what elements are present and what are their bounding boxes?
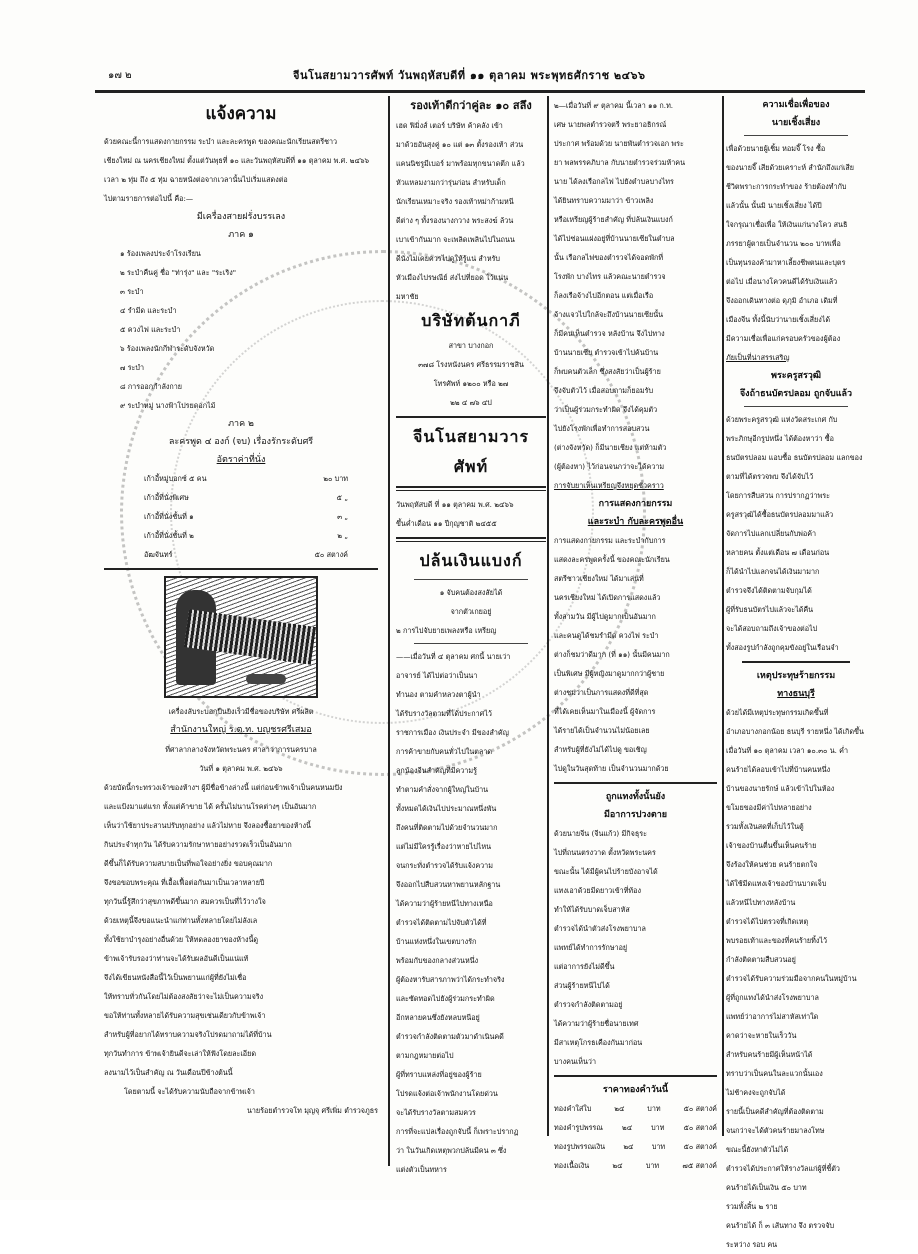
article-point: ๑ จับคนต้องสงสัยได้ [439,588,503,597]
intro-line: ด้วยคณะนี้การแสดงกายกรรม ระบำ และละครพูด ของคณะนักเรียนสตรีชาว [104,137,338,146]
gold-unit: บาท [651,1123,665,1132]
article-line: ไปยังโรงพักเพื่อทำการสอบสวน [554,424,650,433]
article-line: บ้านนายเซีย ตำรวจเข้าไปค้นบ้าน [554,348,659,357]
performance-line: สตรีชาวเชียงใหม่ ได้มาเล่นที่ [554,574,644,583]
performance-line: ต่างชมว่าเป็นการแสดงที่ดีที่สุด [554,688,649,697]
article-line: แต่งตัวเป็นทหาร [396,1165,447,1174]
article-line: ผู้ต้องหารับสารภาพว่าได้กระทำจริง [396,975,505,984]
performance-title: การแสดงกายกรรม [598,499,673,509]
program-item: ๘ การออกกำลังกาย [120,382,182,391]
part2-title: ภาค ๒ [228,419,254,429]
performance-line: การแสดงกายกรรม และระบำกับการ [554,536,666,545]
article-line: ก็มีคนเห็นตำรวจ หลังบ้าน จึงไปทาง [554,329,665,338]
gold-unit: บาท [651,1142,666,1151]
article-line: ก็พบคนตัวเล็ก ซึ่งสงสัยว่าเป็นผู้ร้าย [554,367,661,376]
monk-line: ธนบัตรปลอม แอบซื้อ ธนบัตรปลอม แลกของ [726,453,863,462]
gold-qty: ๒๔ [621,1123,633,1132]
company-name: บริษัทต้นกาภี [421,311,521,330]
program-item: ๔ รำมีด และระบำ [120,306,177,315]
generosity-line: เมืองจีน ทั้งนี้นับว่านายเชิ้งเสี่ยงได้ [726,315,830,324]
article-line: ทั้งหมดได้เงินไปประมาณหนึ่งพัน [396,804,497,813]
stabbing-line: ขณะนั้น ได้มีผู้คนไปร้ายบังอาจได้ [554,867,658,876]
gold-item: ทองคำใส่ใบ [554,1104,592,1113]
generosity-line: เป็นทุนรองค้ามาหาเลี้ยงชีพตนและบุตร [726,258,846,267]
section-divider [104,568,378,570]
monk-line: ก็ได้นำไปแลกจนได้เงินมามาก [726,567,820,576]
crime-line: จึงร้องให้คนช่วย คนร้ายตกใจ [726,860,818,869]
performance-line: ที่ได้เคยเห็นมาในเมืองนี้ ผู้จัดการ [554,707,656,716]
gold-item: ทองรูปพรรณเงิน [554,1142,605,1151]
ad-line: ดีต่าง ๆ ทั้งรองนางกวาง พระสงฆ์ ล้วน [396,216,514,225]
article-line: ได้ความว่าผู้ร้ายหนีไปทางเหนือ [396,899,493,908]
stabbing-line: แทงเอาด้วยมีดยาวเข้าที่ท้อง [554,886,642,895]
generosity-line: มีความเชื่อเพื่อแก่ครอบครัวของผู้ต้อง [726,334,841,343]
notice-line: ดีขึ้นก็ได้รับความสบายเป็นที่พอใจอย่างยิ่ง ขอบคุณมาก [104,859,273,868]
double-rule [396,486,546,491]
article-line: การจับยาเห็นเหรียญจึงหยุดชั่วคราว [554,481,664,490]
rate-price: ๓ „ [337,512,348,521]
company-address: ๓๗๘ โรงหนังนคร ศรีธรรมราชสิน [418,360,524,369]
generosity-line: ชีวิตพราะการกระทำของ ร้ายต้องทำกับ [726,182,847,191]
crime-line: แพทย์ว่าอาการไม่สาหัสเท่าใด [726,1012,819,1021]
crime-line: แล้วหนีไปทางหลังบ้าน [726,898,796,907]
crime-line: เจ้าของบ้านตื่นขึ้นเห็นคนร้าย [726,841,817,850]
column-4 [722,96,866,1249]
illustration-caption: เครื่องลับระบอกปืนยิงเร็วมีชื่อของบริษัท ศรีผลิต [168,707,314,716]
article-line: ทำตามคำสั่งจากผู้ใหญ่ในบ้าน [396,785,489,794]
generosity-line: ต่อไป เมื่อนางโควคนดีได้รับเงินแล้ว [726,277,838,286]
article-point: ๒ การไปจับยายเพลงหรือ เหรียญ [396,626,497,635]
article-line: ยา พลพรรคภิบาล กับนายตำรวจร่วมห้าคน [554,158,685,167]
article-line: ว่าเป็นผู้ร่วมกระทำผิด จึงได้คุมตัว [554,405,658,414]
monk-line: จะได้สอบถามถึงเจ้าของต่อไป [726,624,818,633]
monk-line: ผู้ที่รับธนบัตรไปแล้วจะได้คืน [726,605,814,614]
program-item: ๕ ควงไฟ และระบำ [120,325,181,334]
article-line: ตำรวจได้ติดตามไปจับตัวได้ที่ [396,918,487,927]
column-2 [388,96,546,1174]
article-line: จะได้รับรางวัลตามสมควร [396,1108,476,1117]
ad-line: หัวแหลมงามกว่ารุ่นก่อน สำหรับเด็ก [396,178,506,187]
intro-line: ไปตามรายการต่อไปนี้ คือ:— [104,194,194,203]
performance-line: แสดงละครพูดครั้งนี้ ของคณะนักเรียน [554,555,670,564]
crime-line: ได้ใช้มีดแทงเจ้าของบ้านบาดเจ็บ [726,879,827,888]
thin-divider [744,135,848,136]
rate-label: เก้าอี้ที่นั่งชั้นที่ ๑ [144,512,194,521]
performance-line: และคนดูได้ชมรำมีด ควงไฟ ระบำ [554,631,659,640]
crime-line: พบรอยเท้าและของที่คนร้ายทิ้งไว้ [726,936,828,945]
ad-line: เฮด ฟิมิ่งส์ เตอร์ บริษัท ค้าคลัง เข้า [396,121,503,130]
crime-line: บ้านของนายรักษ์ แล้วเข้าไปในห้อง [726,784,835,793]
notice-header: ที่ศาลากลางจังหวัดพระนคร ศาลาว่าการนครบาล [165,745,317,754]
notice-line: ลงนามไว้เป็นสำคัญ ณ วันเดือนปีข้างต้นนี้ [104,1068,233,1077]
notice-signature: นายร้อยตำรวจโท มุญจุ ศรีเพิ่ม ตำรวจภูธร [246,1106,378,1115]
part1-title: ภาค ๑ [228,230,254,240]
article-line: การที่จะแปลเรื่องถูกจับนี้ ก็เพราะปรากฏ [396,1127,519,1136]
performance-line: ได้รายได้เป็นจำนวนไม่น้อยเลย [554,726,650,735]
shoe-ad-title: รองเท้าดีกว่าคู่ละ ๑๐ สลึง [410,99,532,112]
notice-line: จึงขอขอบพระคุณ ที่เอื้อเฟื้อต่อกันมาเป็นเวลาหลายปี [104,878,265,887]
part2-subtitle: ละครพูด ๔ องก์ (จบ) เรื่องรักระดับศรี [168,437,314,447]
masthead [108,62,848,84]
gold-unit: บาท [647,1104,661,1113]
article-line: ประกาศ พร้อมด้วย นายพันตำรวจเอก พระ [554,139,684,148]
article-title-bank-robbery: ปล้นเงินแบงก์ [419,551,523,570]
article-line: (ต่างจังหวัด) ก็มีนายเชียง แต่ห้ามตัว [554,443,667,452]
gold-qty: ๒๔ [623,1142,634,1151]
gold-price: ๕๐ สตางค์ [683,1123,717,1132]
rate-label: เก้าอี้ที่นั่งชั้นที่ ๒ [144,531,194,540]
performance-line: ทั้งสามวัน มีผู้ไปดูมากเป็นอันมาก [554,612,656,621]
ad-line: มาด้วยอันสุงคู่ ๑๐ แต่ ๑๓ ตั้งรองเท้า ส่วน [396,140,524,149]
rate-row [104,526,378,545]
crime-line: ตำรวจได้ไปตรวจที่เกิดเหตุ [726,917,809,926]
monk-line: ตามที่ได้ตรวจพบ จึงได้จับไว้ [726,472,814,481]
rate-price: ๒๐ บาท [323,474,348,483]
thin-divider [414,579,528,580]
article-line: นั้น เรือกลไฟของตำรวจได้จอดพักที่ [554,253,664,262]
crime-line: ตำรวจได้ประกาศให้รางวัลแก่ผู้ที่ชี้ตัว [726,1164,840,1173]
monk-line: ตำรวจจึงได้ติดตามจับกุมได้ [726,586,812,595]
generosity-line: ของนายจี๊ เสียด้วยเคราะห์ สำนักถึงแก่เสีย [726,163,854,172]
crime-line: จนกว่าจะได้ตัวคนร้ายมาลงโทษ [726,1126,825,1135]
dog-figure [246,674,286,684]
article-line: อาจารย์ ได้ไปต่อว่าเป็นนา [396,671,478,680]
article-line: ผู้ที่ทราบแหล่งที่อยู่ของผู้ร้าย [396,1070,482,1079]
rate-price: ๕๐ สตางค์ [314,550,348,559]
performance-line: ไปดูในวันสุดท้าย เป็นจำนวนมากด้วย [554,764,669,773]
performance-line: ต่างก็ชมว่าดีมาก (ที่ ๑๑) นั้นมีคนมาก [554,650,670,659]
monk-line: โดยการสืบสวน การปรากฏว่าพระ [726,491,830,500]
notice-line: ขอให้ท่านทั้งหลายได้รับความสุขเช่นเดียวกับข้าพเจ้า [104,1011,266,1020]
gold-price-row [554,1137,717,1156]
article-line: ราชการเมือง เงินประจำ มีของสำคัญ [396,728,509,737]
stabbing-line: ได้ความว่าผู้ร้ายชื่อนายเทศ [554,1019,639,1028]
notice-closing: โดยตามนี้ จะได้รับความนับถือจากข้าพเจ้า [124,1087,255,1096]
gold-price-row [554,1099,717,1118]
ad-line: แคนนิชรูมีเบอร์ มาพร้อมทุกขนาดตีก แล้ว [396,159,525,168]
notice-line: ทุกวันนี้รู้สึกว่าสุขภาพดีขึ้นมาก สมควรเป็นที่ไว้วางใจ [104,897,266,906]
notice-line: ทุกวันทำการ ข้าพเจ้ายินดีจะเล่าให้ฟังโดยละเอียด [104,1049,257,1058]
ad-line: ดีนั่งไม่เคยควรไปดูให้รู้แน่ สำหรับ [396,254,500,263]
crime-line: รวมทั้งสิ้น ๒ ราย [726,1202,778,1211]
notice-date: วันที่ ๑ ตุลาคม พ.ศ. ๒๔๖๖ [199,764,283,773]
column-3 [547,96,724,1170]
article-line: ก็ลงเรือจ้างไปอีกตอน แต่เมื่อเรือ [554,291,654,300]
stabbing-line: บางคนเห็นว่า [554,1057,597,1066]
rate-price: ๕ „ [336,493,348,502]
rate-row [104,507,378,526]
stabbing-line: ส่วนผู้ร้ายหนีไปได้ [554,981,610,990]
article-line: ได้ยินทราบความมาว่า ข้าวเพลิง [554,196,654,205]
article-line: จึงออกไปสืบสวนหาพยานหลักฐาน [396,880,501,889]
gold-item: ทองเนื้อเงิน [554,1161,590,1170]
article-line: การค้าขายกับคนทั่วไปในตลาด [396,747,493,756]
section-divider [396,416,546,418]
article-line: ๒—เมื่อวันที่ ๙ ตุลาคม นี้เวลา ๑๑ ก.ท. [554,101,674,110]
article-line: นาย ได้ลงเรือกลไฟ ไปยังตำบลบางไทร [554,177,674,186]
stabbing-line: ตำรวจได้นำตัวส่งโรงพยาบาล [554,924,646,933]
intro-line: เวลา ๒ ทุ่ม ถึง ๕ ทุ่ม ฉายหนังต่อจากเวลานั้นไปเริ่มแสดงต่อ [104,175,288,184]
section-divider [554,1075,717,1077]
monk-line: จัดการไปแลกเปลี่ยนกับพ่อค้า [726,529,817,538]
monk-line: ด้วยพระครูสรวุฒิ แห่งวัดสระเกศ กับ [726,415,838,424]
notice-line: ด้วยบัดนี้กระทรวงเจ้าของห้างฯ ผู้มีชื่อข้างล่างนี้ แต่ก่อนข้าพเจ้าเป็นคนหนมปัง [104,783,343,792]
paper-date-line: วันพฤหัสบดี ที่ ๑๑ ตุลาคม พ.ศ. ๒๔๖๖ [396,500,514,509]
generosity-line: ภัยเป็นที่น่าสรรเสริญ [726,353,790,362]
rate-label: อัฒจันทร์ [144,550,173,559]
article-line: และซัดทอดไปยังผู้ร่วมกระทำผิด [396,994,495,1003]
performance-line: สำหรับผู้ที่ยังไม่ได้ไปดู ขอเชิญ [554,745,647,754]
program-item: ๑ ร้องเพลงประจำโรงเรียน [120,249,201,258]
gold-qty: ๒๔ [614,1104,625,1113]
paper-name: จีนโนสยามวารศัพท์ [412,427,530,476]
crime-line: ด้วยได้มีเหตุประทุษกรรมเกิดขึ้นที่ [726,708,829,717]
section-divider [742,661,850,663]
rate-row [104,488,378,507]
article-line: เศษ นายพลตำรวจตรี พระยาอธิกรณ์ [554,120,667,129]
stabbing-line: แต่อาการยังไม่ดีขึ้น [554,962,615,971]
stabbing-line: ไปที่ถนนตรงวาด ตั้งหวัดพระนคร [554,848,656,857]
performance-subtitle: และระบำ กับละครพูดอื่น [587,517,684,527]
program-item: ๗ ระบำ [120,363,145,372]
crime-line: ระหว่าง รอบ คน [726,1240,778,1249]
crime-line: รายนี้เป็นคดีสำคัญที่ต้องติดตาม [726,1107,824,1116]
rate-label: เก้าอี้หมู่บอกซ์ ๕ คน [144,474,207,483]
article-line: ——เมื่อวันที่ ๔ ตุลาคม ศกนี้ นายเว่า [396,652,511,661]
crime-line: คนร้ายได้เป็นเงิน ๕๐ บาท [726,1183,807,1192]
notice-line: ข้าพเจ้ารับรองว่าท่านจะได้รับผลอันดีเป็นแน่แท้ [104,954,249,963]
article-line: ทำนอง ตามคำหลวงตาผู้นำ [396,690,481,699]
company-branch: สาขา บางกอก [448,341,494,350]
article-line: ตำรวจกำลังติดตามตัวมาดำเนินคดี [396,1032,504,1041]
stabbing-line: ด้วยนายจีน (จีนแก้ว) มีกิจธุระ [554,829,647,838]
article-point: จากตัวเกยอยู่ [450,607,492,616]
article-line: โรงพัก บางไทร แล้วคณะนายตำรวจ [554,272,666,281]
crime-line: ขโมยของมีค่าไปหลายอย่าง [726,803,812,812]
rate-label: เก้าอี้ที่นั่งพิเศษ [144,493,189,502]
stabbing-line: แพทย์ได้ทำการรักษาอยู่ [554,943,628,952]
crime-line: คาดว่าจะหายในเร็ววัน [726,1031,797,1040]
article-line: พร้อมกับของกลางส่วนหนึ่ง [396,956,479,965]
paper-date-line: ขึ้นค่ำเดือน ๑๑ ปีกุญชาติ ๒๔๕๕ [396,519,497,528]
stabbing-line: ทำให้ได้รับบาดเจ็บสาหัส [554,905,630,914]
performance-line: นครเชียงใหม่ ได้เปิดการแสดงแล้ว [554,593,661,602]
rates-title: อัตราค่าที่นั่ง [216,455,266,465]
generosity-line: เพื่อด้วยนายผู้เชิ้ม หอมจี๊ โรง ซื้อ [726,144,826,153]
monk-subtitle: จึงถ้าธนบัตรปลอม ถูกจับแล้ว [739,389,853,399]
stabbing-line: มีสาเหตุโกรธเคืองกันมาก่อน [554,1038,643,1047]
article-line: จ้างแจวไปใกล้จะถึงบ้านนายเซียนั้น [554,310,664,319]
intro-line: เชียงใหม่ ณ นครเชียงใหม่ ตั้งแต่วันพุธที่ ๑๐ และวันพฤหัสบดีที่ ๑๑ ตุลาคม พ.ศ. ๒๔๖๖ [104,156,370,165]
crime-line: ตำรวจได้รับความร่วมมือจากคนในหมู่บ้าน [726,974,857,983]
article-line: แต่ไม่มีใครรู้เรื่องว่าหายไปไหน [396,842,492,851]
thin-divider [414,643,528,644]
crime-line: สำหรับคนร้ายมีผู้เห็นหน้าได้ [726,1050,813,1059]
notice-line: สำหรับผู้ที่อยากได้ทราบความจริงโปรดมาถามได้ที่บ้าน [104,1030,272,1039]
ad-line: นักเรียนเหมาะจริง รองเท้าหม่าก้ามหนี [396,197,514,206]
double-rule [396,537,546,542]
generosity-subtitle: นายเชิ้งเสี่ยง [771,118,821,128]
cannon-illustration [164,576,318,698]
company-code: ๒๒ ๔ ๗๖ ๔ป [450,398,492,407]
notice-line: จึงได้เขียนหนังสือนี้ไว้เป็นพยานแก่ผู้ที่ยังไม่เชื่อ [104,973,247,982]
gold-unit: บาท [645,1161,660,1170]
page-number: ๑๗ ๒ [108,70,132,81]
gold-price: ๗๕ สตางค์ [682,1161,717,1170]
crime-line: เมื่อวันที่ ๑๐ ตุลาคม เวลา ๑๐.๓๐ น. ค่ำ [726,746,849,755]
notice-line: กินประจำทุกวัน ได้รับความรักษาหายอย่างรวดเร็วเป็นอันมาก [104,840,292,849]
crime-title: เหตุประทุษร้ายกรรม [756,671,836,681]
crime-line: คนร้ายได้ลอบเข้าไปที่บ้านคนหนึ่ง [726,765,831,774]
crime-subtitle: ทางธนบุรี [777,689,815,699]
article-line: ลูกน้องจีนสำคัญที่มีความรู้ [396,766,477,775]
article-line: อีกหลายคนซึ่งยังหลบหนีอยู่ [396,1013,480,1022]
gold-prices-title: ราคาทองคำวันนี้ [602,1085,669,1095]
rate-row [104,545,378,564]
stabbing-subtitle: มีอาการปวงตาย [603,810,668,820]
monk-title: พระครูสรวุฒิ [771,371,821,381]
crime-line: คนร้ายได้ ก็ ๓ เส้นทาง จึง ตรวจจับ [726,1221,835,1230]
ad-line: หัวเมืองไปรษณีย์ ส่งไปที่ยอด ไว้แน่น [396,273,509,282]
company-phone: โทรศัพท์ ๑๒๐๐ หรือ ๒๗ [433,379,509,388]
article-line: บ้านแห่งหนึ่งในเขตบางรัก [396,937,477,946]
gold-price-row [554,1118,717,1137]
notice-line: ให้ทราบทั่วกันโดยไม่ต้องสงสัยว่าจะไม่เป็นความจริง [104,992,264,1001]
stabbing-line: ตำรวจกำลังติดตามอยู่ [554,1000,623,1009]
notice-line: และแป้งมาแต่แรก ทั้งแต่ค้าขาย ได้ ครั้นไม่นานโรคต่างๆ เป็นอันมาก [104,802,317,811]
notice-line: เห็นว่าใช้ยาประสานปรับทุกอย่าง แล้วไม่หาย จึงลองซื้อยาของห้างนี้ [104,821,311,830]
crime-line: อำเภอบางกอกน้อย ธนบุรี รายหนึ่ง ได้เกิดขึ้น [726,727,864,736]
program-item: ๖ ร้องเพลงนักกีฬาระดับจังหวัด [120,344,215,353]
notice-line: ด้วยเหตุนี้จึงขอแนะนำแก่ท่านทั้งหลายโดยไม่ลังเล [104,916,258,925]
masthead-title: จีนโนสยามวารศัพท์ วันพฤหัสบดีที่ ๑๑ ตุลาคม พระพุทธศักราช ๒๔๖๖ [293,69,646,82]
performance-line: เป็นพิเศษ มีผู้หญิงมาดูมากกว่าผู้ชาย [554,669,665,678]
crime-line: ขณะนี้ยังหาตัวไม่ได้ [726,1145,789,1154]
gold-price: ๕๐ สตางค์ [683,1142,717,1151]
crime-line: ผู้ที่ถูกแทงได้นำส่งโรงพยาบาล [726,993,819,1002]
illustration-caption-office: สำนักงานใหญ่ ร.ต.ท. บญชรศรีเสมอ [170,725,312,735]
article-line: ถึงคนที่ติดตามไปด้วยจำนวนมาก [396,823,498,832]
crime-line: ไม่ช้าคงจะถูกจับได้ [726,1088,786,1097]
ad-line: เบาเข้ากันมาก จะเพลิดเพลินไปในถนน [396,235,515,244]
crime-line: กำลังติดตามสืบสวนอยู่ [726,955,796,964]
article-line: ตามกฎหมายต่อไป [396,1051,454,1060]
rate-price: ๒ „ [337,531,348,540]
article-line: (ผู้ต้องหา) ไว้ก่อนจนกว่าจะได้ความ [554,462,665,471]
article-line: ว่า ในวันเกิดเหตุพวกปล้นมีคน ๓ ซึ่ง [396,1146,507,1155]
article-line: หรือเหรียญผู้ร้ายสำคัญ ที่ปล้นเงินแบงก์ [554,215,673,224]
thin-divider [744,406,848,407]
section-divider [554,782,717,784]
article-line: จนกระทั่งตำรวจได้รับแจ้งความ [396,861,493,870]
announcement-heading: แจ้งความ [205,104,277,124]
crime-line: รวมทั้งเงินสดที่เก็บไว้ในตู้ [726,822,804,831]
gold-item: ทองคำรูปพรรณ [554,1123,603,1132]
article-line: จึงจับตัวไว้ เมื่อสอบถามก็ยอมรับ [554,386,654,395]
ad-line: มหาชัย [396,292,419,301]
program-item: ๒ ระบำคืนคู่ ชื่อ "ท่ารุ่ง" และ "ระเริง" [120,268,237,277]
rate-row [104,469,378,488]
crime-line: ทราบว่าเป็นคนในละแวกนั้นเอง [726,1069,823,1078]
masthead-rule [95,90,865,93]
program-item: ๓ ระบำ [120,287,144,296]
gold-qty: ๒๔ [612,1161,623,1170]
monk-line: หลายคน ตั้งแต่เดือน ๗ เดือนก่อน [726,548,830,557]
gold-price-row [554,1156,717,1175]
stabbing-title: ถูกแทงทั้งนั้นยัง [605,792,666,802]
program-item: ๙ ระบำหมู่ นางฟ้าโปรยดอกไม้ [120,401,216,410]
gold-price: ๕๐ สตางค์ [683,1104,717,1113]
orchestra-subheading: มีเครื่องสายฝรั่งบรรเลง [196,212,286,222]
column-1 [104,96,378,1156]
article-line: โปรดแจ้งต่อเจ้าพนักงานโดยด่วน [396,1089,498,1098]
generosity-line: ภรรยาผู้ตายเป็นจำนวน ๒๐๐ บาทเพื่อ [726,239,841,248]
monk-line: พระภิกษุอีกรูปหนึ่ง ได้ต้องหาว่า ซื้อ [726,434,834,443]
generosity-line: แล้วนั้น นั้นมิ นายเชิ้งเสี่ยง ได้ปี [726,201,822,210]
generosity-title: ความเชื่อเพื่อของ [762,100,830,110]
monk-line: ครูสรวุฒิได้ซื้อธนบัตรปลอมมาแล้ว [726,510,834,519]
generosity-line: ใจกรุณาเชื่อเพื่อ ให้เงินแก่นางโคว สนธิ [726,220,848,229]
article-line: ได้ไปซ่อนแฝงอยู่ที่บ้านนายเซียในตำบล [554,234,675,243]
monk-line: ทั้งสองรูปกำลังถูกคุมขังอยู่ในเรือนจำ [726,643,839,652]
generosity-line: จึงออกเดินทางต่อ ดุภุมิ อำเภอ เดิมที่ [726,296,838,305]
notice-line: ทั้งใช้ยาบำรุงอย่างอื่นด้วย ให้ทดลองยาของห้างนี้ดู [104,935,259,944]
article-line: ได้รับรางวัลตามที่ได้ประกาศไว้ [396,709,492,718]
